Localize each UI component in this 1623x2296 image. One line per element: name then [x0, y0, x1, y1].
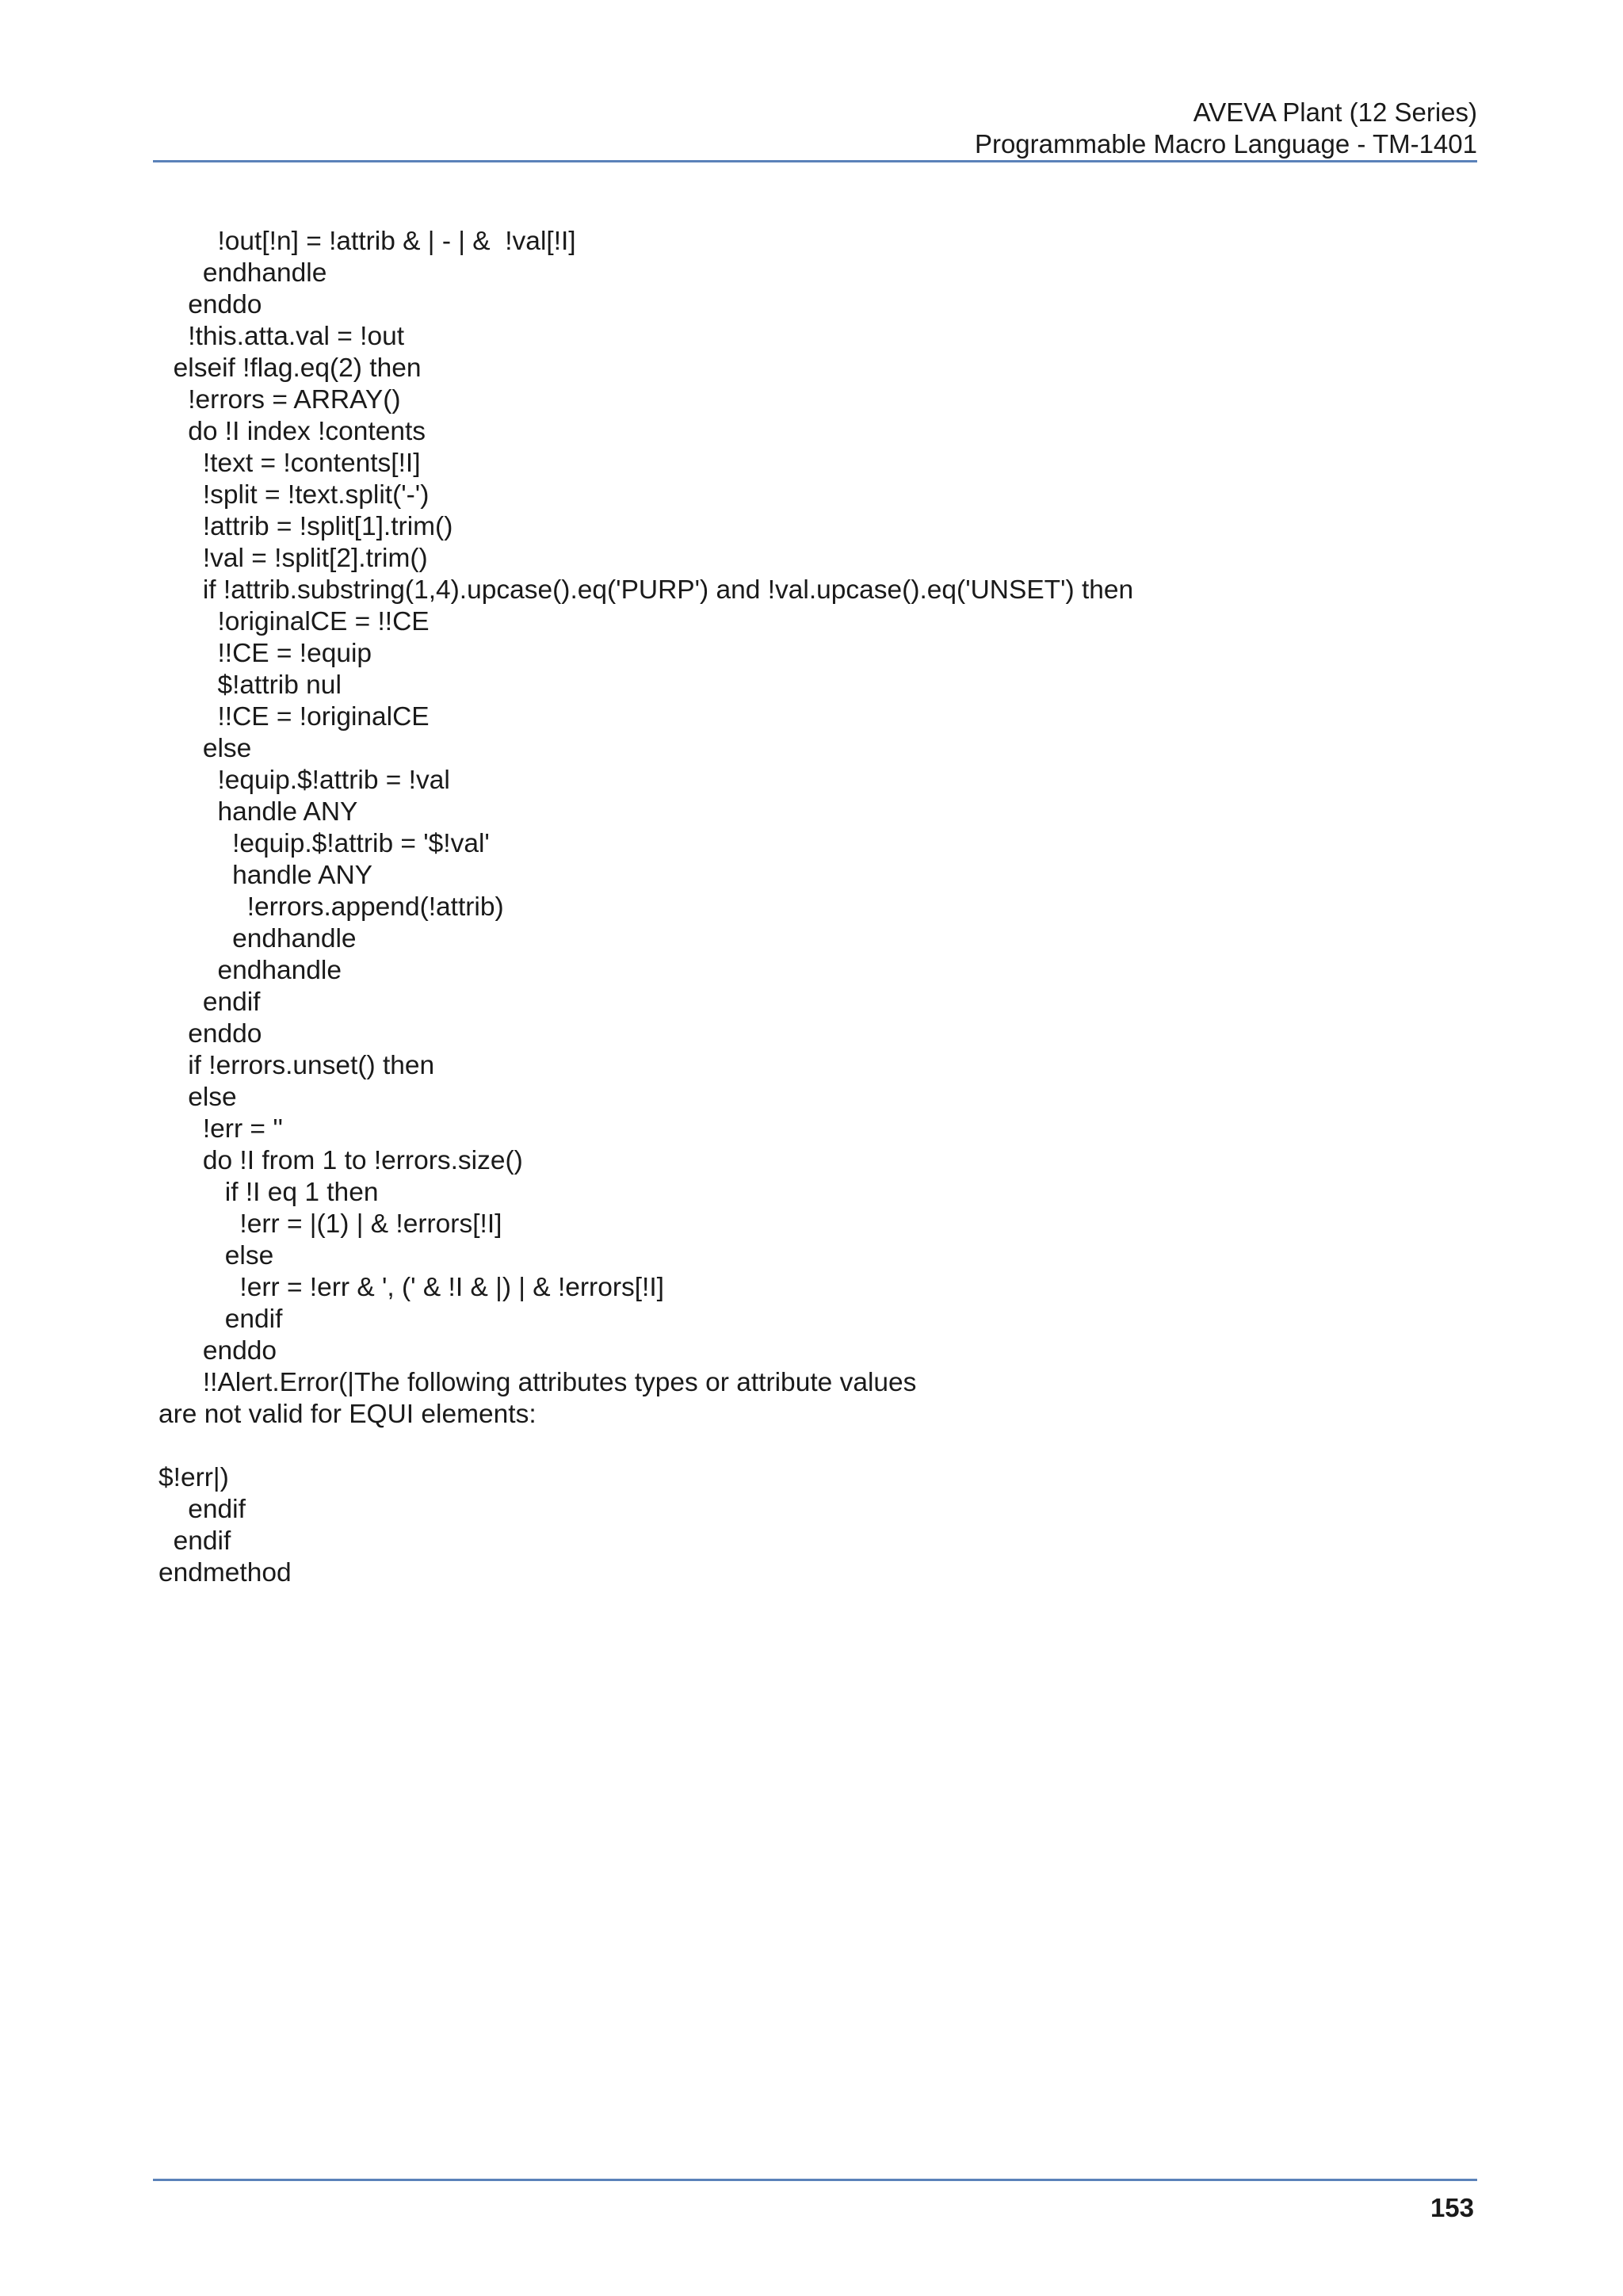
code-line: $!err|): [158, 1463, 229, 1492]
header-document-title: Programmable Macro Language - TM-1401: [974, 129, 1477, 159]
code-line: !err = '': [158, 1114, 284, 1144]
code-line: enddo: [158, 1019, 262, 1049]
code-line: else: [158, 734, 252, 763]
code-line: !errors = ARRAY(): [158, 385, 401, 415]
code-line: !out[!n] = !attrib & | - | & !val[!I]: [158, 227, 576, 256]
code-line: endif: [158, 1305, 283, 1334]
code-line: endif: [158, 1526, 231, 1556]
code-line: !err = |(1) | & !errors[!I]: [158, 1209, 502, 1239]
code-line: !!Alert.Error(|The following attributes types or attribute values: [158, 1368, 917, 1397]
code-line: if !I eq 1 then: [158, 1178, 379, 1207]
code-line: !errors.append(!attrib): [158, 892, 504, 922]
code-line: do !I from 1 to !errors.size(): [158, 1146, 523, 1175]
code-line: handle ANY: [158, 861, 373, 890]
code-line: !attrib = !split[1].trim(): [158, 512, 453, 541]
header-product-title: AVEVA Plant (12 Series): [1193, 97, 1477, 127]
code-line: else: [158, 1083, 237, 1112]
header-divider: [153, 160, 1477, 162]
code-line: endhandle: [158, 924, 357, 953]
code-line: if !errors.unset() then: [158, 1051, 435, 1080]
code-line: handle ANY: [158, 797, 358, 827]
code-line: !equip.$!attrib = !val: [158, 766, 450, 795]
code-line: endif: [158, 988, 261, 1017]
code-line: !split = !text.split('-'): [158, 480, 430, 510]
code-line: endhandle: [158, 258, 327, 288]
code-line: elseif !flag.eq(2) then: [158, 353, 422, 383]
code-line: !!CE = !originalCE: [158, 702, 430, 732]
page-number: 153: [1430, 2193, 1474, 2222]
code-line: [158, 1431, 1133, 1462]
code-line: enddo: [158, 1336, 277, 1366]
code-line: !originalCE = !!CE: [158, 607, 430, 636]
code-line: enddo: [158, 290, 262, 319]
code-line: !this.atta.val = !out: [158, 322, 405, 351]
code-line: !text = !contents[!I]: [158, 449, 421, 478]
code-line: are not valid for EQUI elements:: [158, 1400, 537, 1429]
page-header: [153, 94, 1477, 163]
code-line: if !attrib.substring(1,4).upcase().eq('PURP') and !val.upcase().eq('UNSET') then: [158, 575, 1134, 605]
code-line: else: [158, 1241, 274, 1270]
code-line: $!attrib nul: [158, 670, 342, 700]
code-line: !equip.$!attrib = '$!val': [158, 829, 490, 858]
code-line: !!CE = !equip: [158, 639, 372, 668]
code-line: endhandle: [158, 956, 342, 985]
code-line: do !I index !contents: [158, 417, 426, 446]
footer-divider: [153, 2179, 1477, 2181]
code-line: endif: [158, 1495, 246, 1524]
code-line: !err = !err & ', (' & !I & |) | & !errors[!I]: [158, 1273, 664, 1302]
code-line: endmethod: [158, 1558, 292, 1587]
code-line: !val = !split[2].trim(): [158, 544, 428, 573]
code-listing: [158, 226, 1133, 1589]
